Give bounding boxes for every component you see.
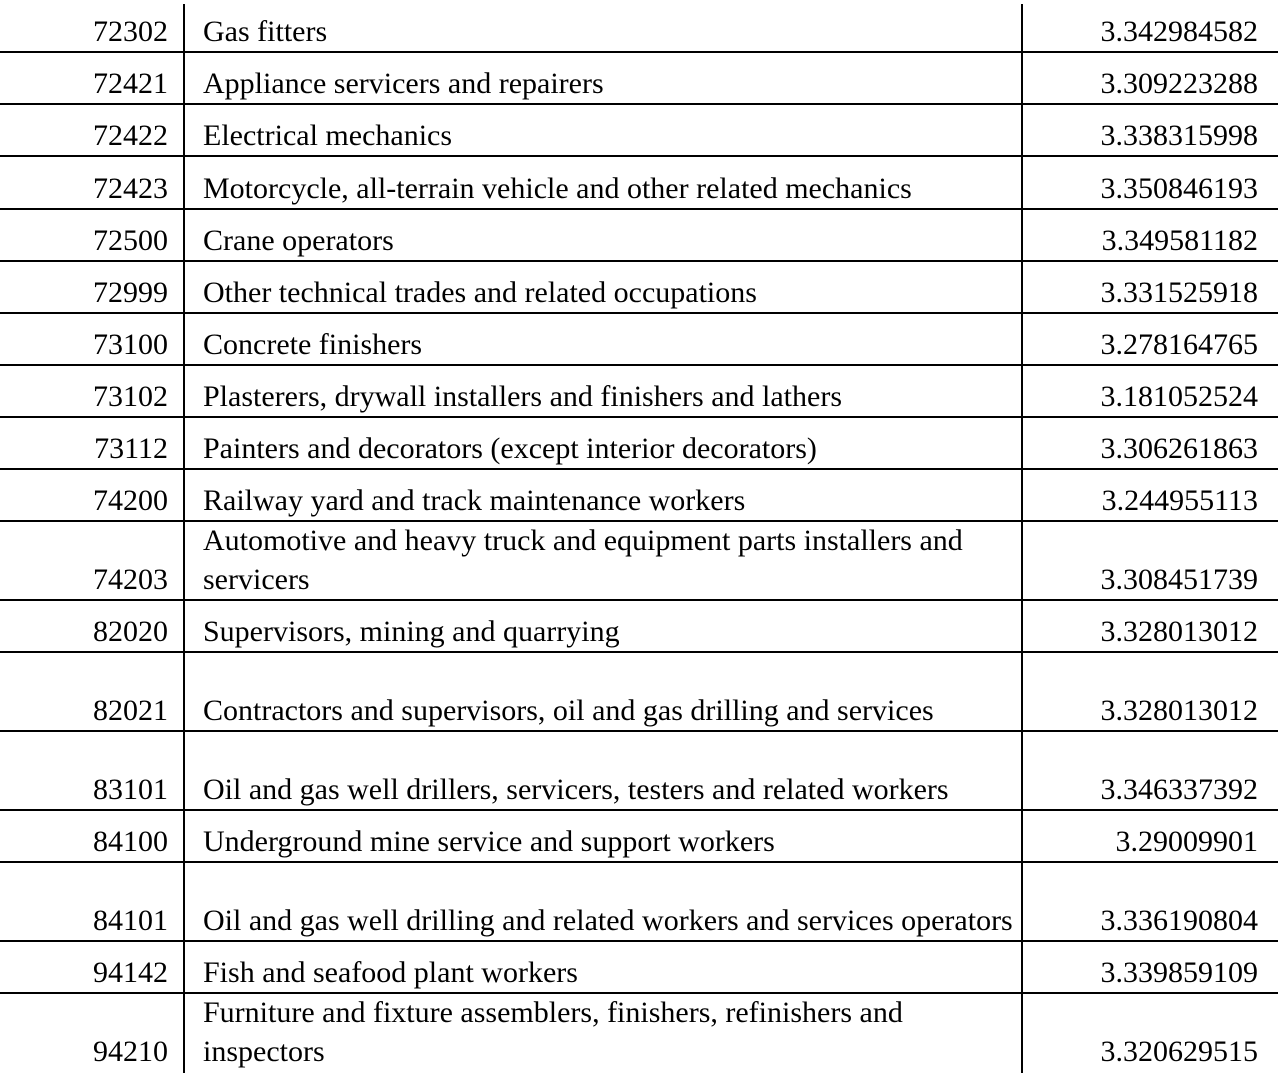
occupation-title: Contractors and supervisors, oil and gas drilling and services [203,694,934,727]
occupation-value: 3.342984582 [1100,15,1258,48]
occupation-code: 72999 [93,276,168,309]
occupation-code: 72302 [93,15,168,48]
occupation-title: Automotive and heavy truck and equipment parts installers and servicers [203,524,963,596]
occupation-value: 3.306261863 [1100,432,1258,465]
occupation-value: 3.308451739 [1100,563,1258,596]
column-divider [1021,4,1023,1073]
table-row [0,105,1278,157]
occupation-code: 84101 [93,904,168,937]
occupation-code: 94142 [93,956,168,989]
occupation-code: 72423 [93,172,168,205]
occupation-code: 73102 [93,380,168,413]
occupation-value: 3.181052524 [1100,380,1258,413]
occupation-title: Gas fitters [203,15,328,48]
table-row [0,522,1278,601]
occupation-title: Electrical mechanics [203,119,453,152]
occupation-title: Appliance servicers and repairers [203,67,604,100]
occupation-code: 74200 [93,484,168,517]
occupation-value: 3.339859109 [1100,956,1258,989]
table-row [0,262,1278,314]
table-row [0,994,1278,1073]
column-divider [183,4,185,1073]
table-row [0,210,1278,262]
occupation-value: 3.346337392 [1100,773,1258,806]
occupation-title: Oil and gas well drilling and related workers and services operators [203,904,1013,937]
occupation-value: 3.338315998 [1100,119,1258,152]
table-row [0,942,1278,994]
table-row [0,157,1278,210]
occupation-code: 94210 [93,1035,168,1068]
occupation-value: 3.278164765 [1100,328,1258,361]
occupation-title: Fish and seafood plant workers [203,956,578,989]
occupation-code: 82021 [93,694,168,727]
occupation-value: 3.350846193 [1100,172,1258,205]
occupation-value: 3.331525918 [1100,276,1258,309]
table-row [0,418,1278,470]
occupation-title: Oil and gas well drillers, servicers, testers and related workers [203,773,949,806]
occupation-value: 3.328013012 [1100,615,1258,648]
occupation-title: Supervisors, mining and quarrying [203,615,620,648]
table-row [0,366,1278,418]
occupation-title: Plasterers, drywall installers and finishers and lathers [203,380,842,413]
occupation-code: 84100 [93,825,168,858]
occupation-title: Motorcycle, all-terrain vehicle and other related mechanics [203,172,912,205]
table-row [0,314,1278,366]
occupation-title: Other technical trades and related occupations [203,276,757,309]
occupation-code: 74203 [93,563,168,596]
occupation-code: 73112 [94,432,168,465]
occupation-code: 72422 [93,119,168,152]
table-row [0,653,1278,732]
occupation-code: 72500 [93,224,168,257]
occupation-title: Railway yard and track maintenance workers [203,484,746,517]
occupation-title: Underground mine service and support workers [203,825,775,858]
table-row [0,601,1278,653]
occupation-title: Furniture and fixture assemblers, finishers, refinishers and inspectors [203,996,903,1068]
table-row [0,0,1278,53]
occupation-value: 3.328013012 [1100,694,1258,727]
occupation-value: 3.349581182 [1101,224,1258,257]
table-row [0,732,1278,811]
occupation-value: 3.309223288 [1100,67,1258,100]
occupation-code: 82020 [93,615,168,648]
table-row [0,53,1278,105]
occupation-title: Concrete finishers [203,328,423,361]
occupation-code: 72421 [93,67,168,100]
occupation-code: 83101 [93,773,168,806]
occupation-value: 3.320629515 [1100,1035,1258,1068]
occupation-title: Painters and decorators (except interior decorators) [203,432,817,465]
table-row [0,863,1278,942]
table-row [0,811,1278,863]
occupation-title: Crane operators [203,224,394,257]
occupation-value: 3.244955113 [1101,484,1258,517]
occupation-value: 3.336190804 [1100,904,1258,937]
occupation-value: 3.29009901 [1115,825,1258,858]
table-row [0,470,1278,522]
occupation-code: 73100 [93,328,168,361]
